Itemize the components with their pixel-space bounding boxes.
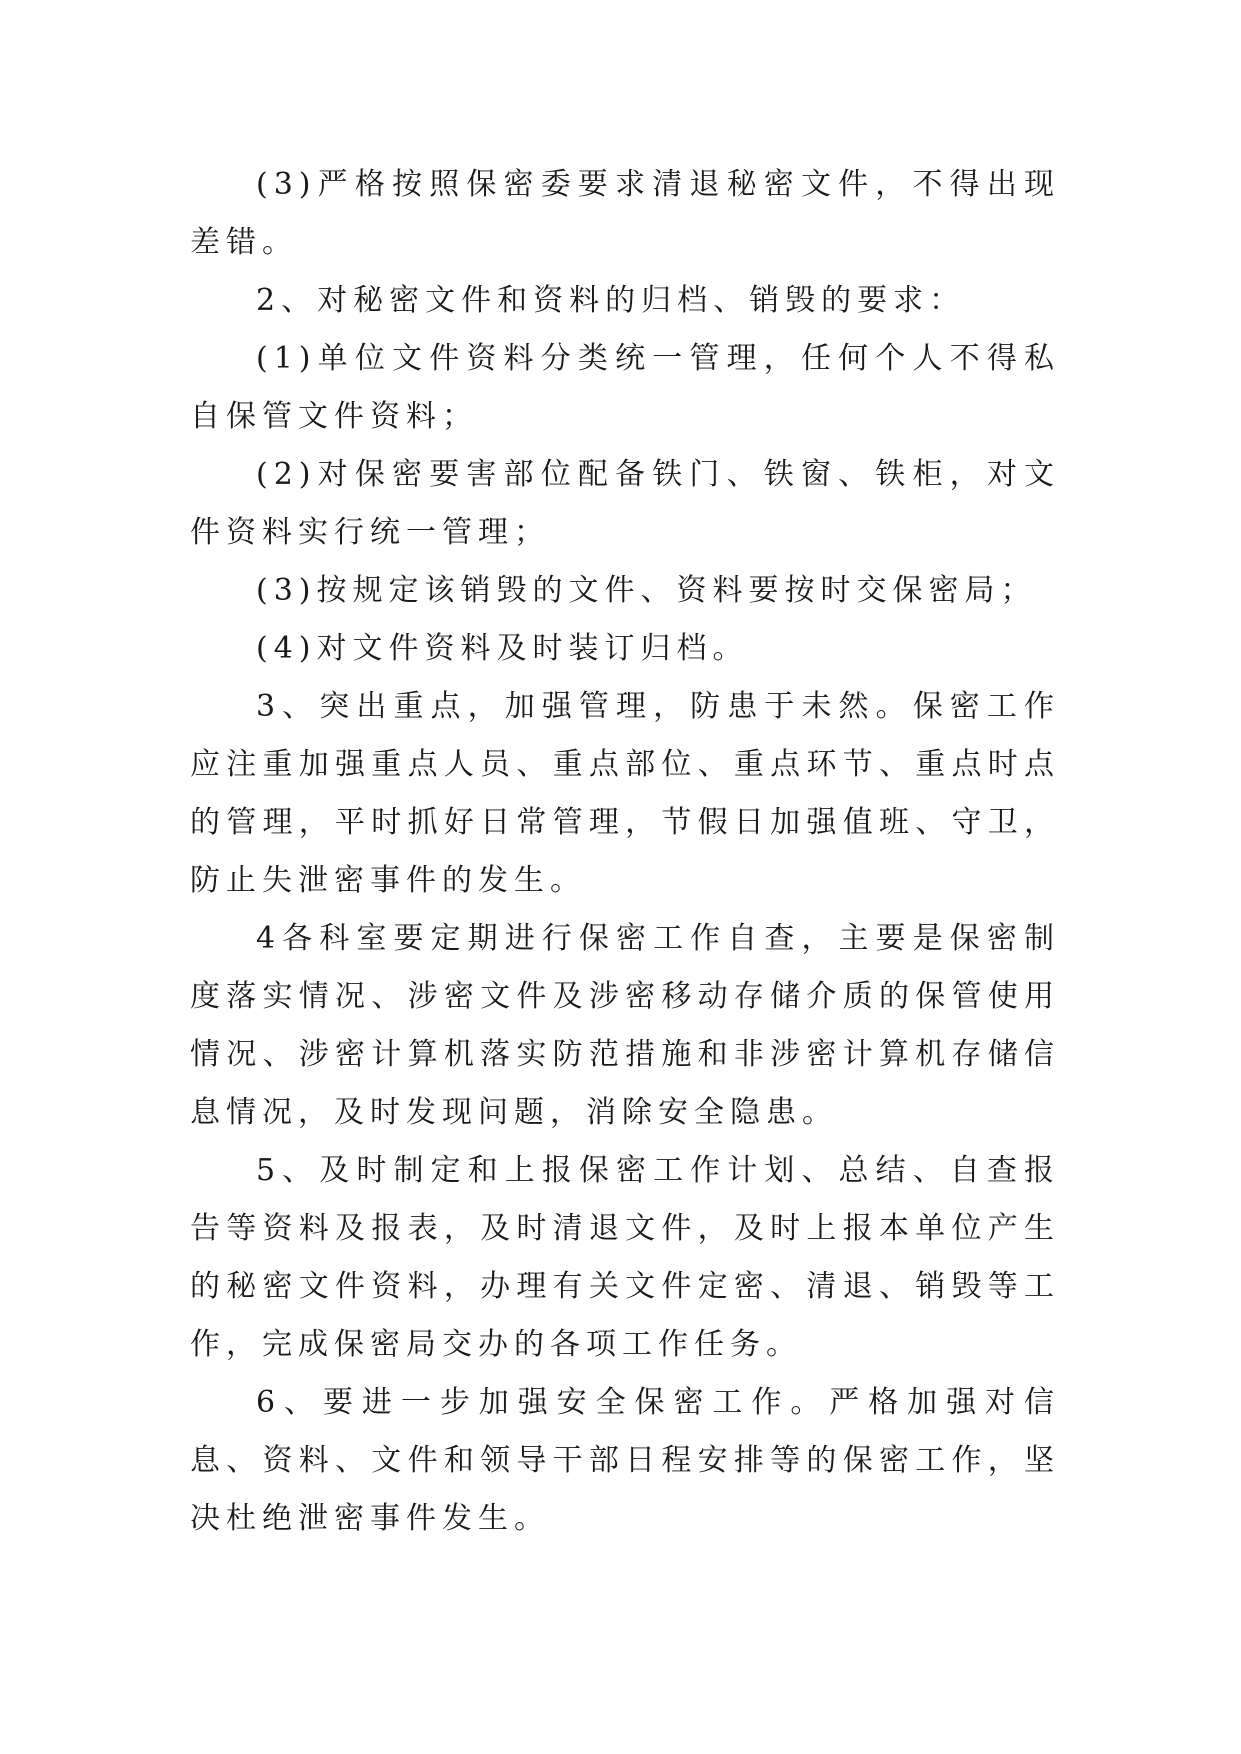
- paragraph-archive-destroy-requirements: 2、对秘密文件和资料的归档、销毁的要求：: [256, 283, 966, 318]
- paragraph-item-4-binding-archive: (4)对文件资料及时装订归档。: [256, 631, 749, 666]
- paragraph-self-inspection: 4各科室要定期进行保密工作自查，主要是保密制度落实情况、涉密文件及涉密移动存储介质的保管使用情况、涉密计算机落实防范措施和非涉密计算机存储信息情况，及时发现问题，消除安全隐患。: [190, 921, 1060, 1130]
- document-body: [190, 156, 1060, 1548]
- paragraph-focus-key-points: 3、突出重点，加强管理，防患于未然。保密工作应注重加强重点人员、重点部位、重点环节、重点时点的管理，平时抓好日常管理，节假日加强值班、守卫，防止失泄密事件的发生。: [190, 689, 1060, 898]
- paragraph-item-1-unified-management: (1)单位文件资料分类统一管理，任何个人不得私自保管文件资料；: [190, 341, 1060, 434]
- paragraph-item-3-timely-handover: (3)按规定该销毁的文件、资料要按时交保密局；: [256, 573, 1037, 608]
- paragraph-item-2-iron-doors: (2)对保密要害部位配备铁门、铁窗、铁柜，对文件资料实行统一管理；: [190, 457, 1060, 550]
- paragraph-plans-and-reports: 5、及时制定和上报保密工作计划、总结、自查报告等资料及报表，及时清退文件，及时上报本单位产生的秘密文件资料，办理有关文件定密、清退、销毁等工作，完成保密局交办的各项工作任务。: [190, 1153, 1060, 1362]
- paragraph-item-3-clear-secret-files: (3)严格按照保密委要求清退秘密文件，不得出现差错。: [190, 167, 1060, 260]
- paragraph-strengthen-security: 6、要进一步加强安全保密工作。严格加强对信息、资料、文件和领导干部日程安排等的保密工作，坚决杜绝泄密事件发生。: [190, 1385, 1060, 1536]
